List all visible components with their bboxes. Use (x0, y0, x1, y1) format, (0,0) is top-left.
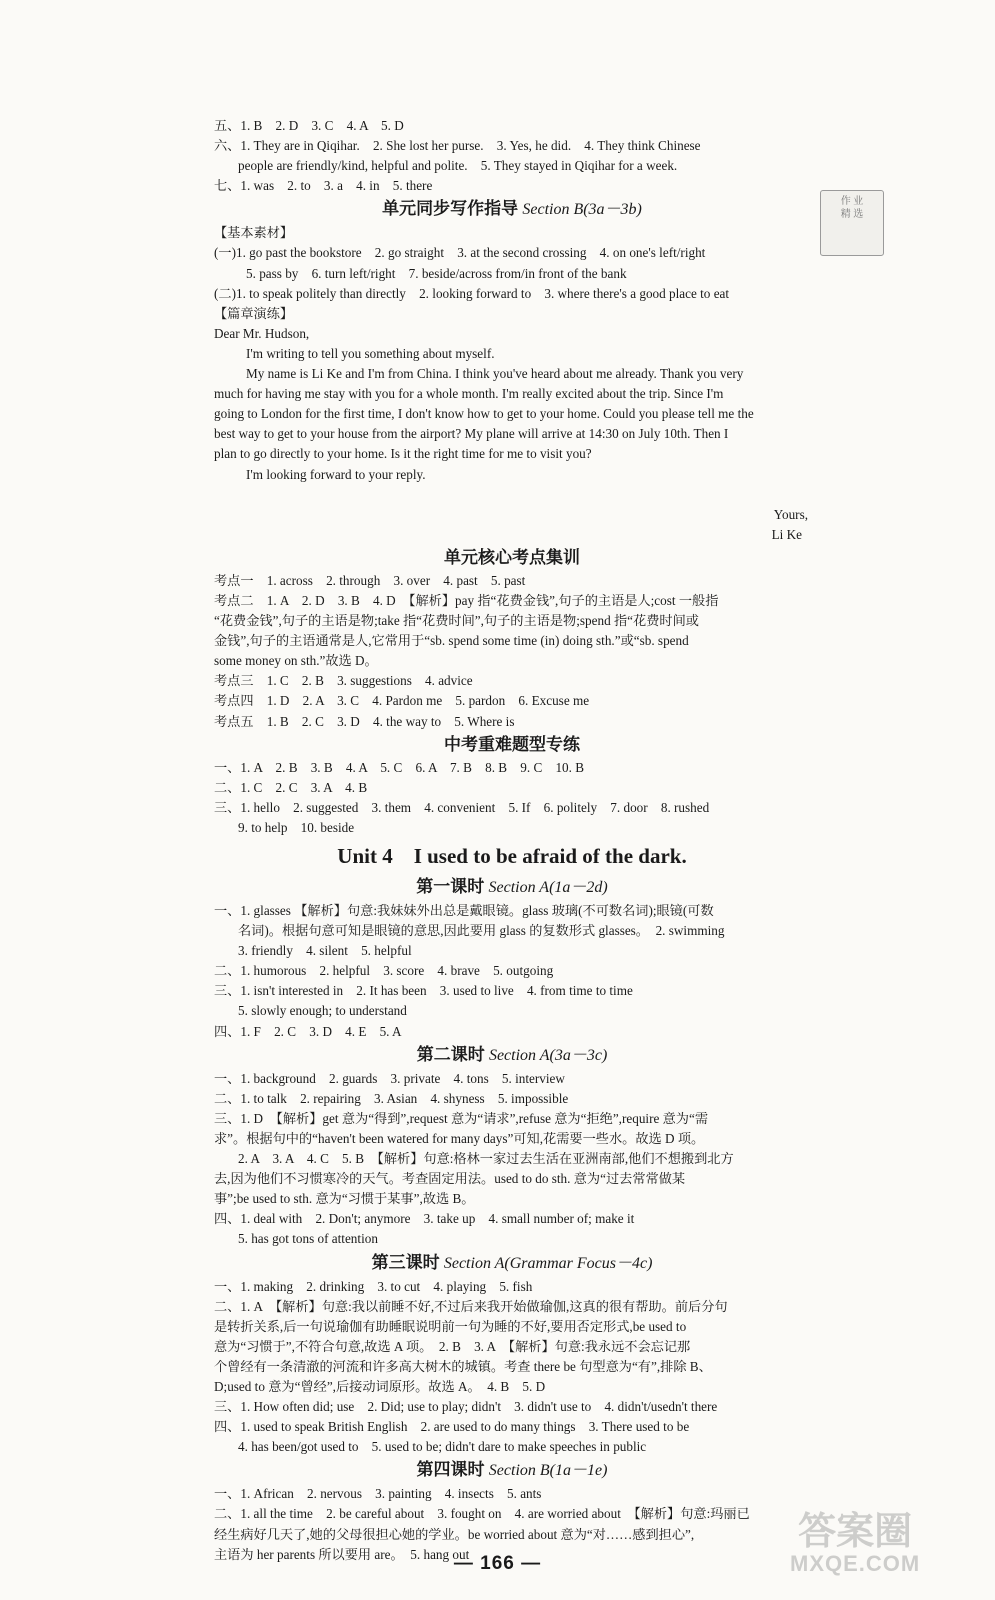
lesson-heading-cn: 第三课时 (371, 1252, 440, 1272)
watermark-top: 答案圈 (798, 1511, 913, 1553)
answer-line: 【基本素材】 (214, 225, 294, 241)
page-number: — 166 — (453, 1553, 542, 1574)
answer-line: 考点二 1. A 2. D 3. B 4. D 【解析】pay 指“花费金钱”,句子的主语是人;cost 一般指 (214, 592, 719, 608)
lesson-heading-en: Section A(Grammar Focus－4c) (443, 1254, 653, 1272)
section-heading-en: Section B(3a－3b) (522, 201, 642, 219)
answer-line: 考点三 1. C 2. B 3. suggestions 4. advice (214, 673, 473, 689)
answer-line: 5. slowly enough; to understand (238, 1003, 407, 1019)
section-heading (214, 732, 810, 758)
answer-line: 2. A 3. A 4. C 5. B 【解析】句意:格林一家过去生活在亚洲南部,他们不想搬到北方 (238, 1151, 734, 1167)
stamp-char: 业 (853, 196, 864, 207)
section-heading-cn: 单元核心考点集训 (444, 547, 580, 567)
letter-closing: Yours, (773, 506, 808, 522)
answer-line: 是转折关系,后一句说瑜伽有助睡眠说明前一句为睡的不好,要用否定形式,be used to (214, 1318, 687, 1334)
answer-line: 名词)。根据句意可知是眼镜的意思,因此要用 glass 的复数形式 glasses。 2. swimming (238, 923, 725, 939)
answer-line: 去,因为他们不习惯寒冷的天气。考查固定用法。used to do sth. 意为“过去常常做某 (214, 1171, 686, 1187)
answer-line: 二、1. all the time 2. be careful about 3. fought on 4. are worried about 【解析】句意:玛丽已 (214, 1506, 750, 1522)
answer-line: “花费金钱”,句子的主语是物;take 指“花费时间”,句子的主语是物;spend 指“花费时间或 (214, 613, 699, 629)
letter-line: I'm looking forward to your reply. (246, 466, 426, 482)
answer-line: 5. pass by 6. turn left/right 7. beside/across from/in front of the bank (246, 265, 627, 281)
stamp-char: 作 (840, 196, 851, 207)
watermark-logo (790, 1512, 920, 1576)
content-column (214, 116, 810, 1565)
answer-line: 四、1. used to speak British English 2. are used to do many things 3. There used to be (214, 1419, 690, 1435)
answer-line: 二、1. A 【解析】句意:我以前睡不好,不过后来我开始做瑜伽,这真的很有帮助。前后分句 (214, 1298, 728, 1314)
answer-line: 求”。根据句中的“haven't been watered for many days”可知,花需要一些水。故选 D 项。 (214, 1130, 705, 1146)
answer-line: 三、1. D 【解析】get 意为“得到”,request 意为“请求”,refuse 意为“拒绝”,require 意为“需 (214, 1110, 709, 1126)
answer-line: D;used to 意为“曾经”,后接动词原形。故选 A。 4. B 5. D (214, 1378, 546, 1394)
lesson-heading (214, 1250, 810, 1277)
letter-line: best way to get to your house from the airport? My plane will arrive at 14:30 on July 10th. Then I (214, 426, 729, 442)
stamp-char: 精 (840, 209, 851, 220)
lesson-heading (214, 874, 810, 901)
corner-stamp (820, 190, 884, 256)
letter-line: plan to go directly to your home. Is it the right time for me to visit you? (214, 446, 592, 462)
answer-line: 一、1. A 2. B 3. B 4. A 5. C 6. A 7. B 8. B 9. C 10. B (214, 759, 585, 775)
answer-line: 事”;be used to sth. 意为“习惯于某事”,故选 B。 (214, 1191, 475, 1207)
answer-line: 一、1. glasses 【解析】句意:我妹妹外出总是戴眼镜。glass 玻璃(不可数名词);眼镜(可数 (214, 903, 714, 918)
unit-title: Unit 4 I used to be afraid of the dark. (337, 844, 687, 868)
answer-line: 七、1. was 2. to 3. a 4. in 5. there (214, 178, 433, 194)
answer-line: 考点一 1. across 2. through 3. over 4. past 5. past (214, 572, 526, 588)
answer-line: 一、1. background 2. guards 3. private 4. tons 5. interview (214, 1070, 565, 1086)
answer-line: 5. has got tons of attention (238, 1231, 378, 1247)
lesson-heading (214, 1042, 810, 1069)
answer-line: 考点五 1. B 2. C 3. D 4. the way to 5. Where is (214, 713, 515, 729)
section-heading (214, 545, 810, 571)
answer-line: 二、1. to talk 2. repairing 3. Asian 4. shyness 5. impossible (214, 1090, 569, 1106)
answer-line: 【篇章演练】 (214, 305, 294, 321)
answer-line: 五、1. B 2. D 3. C 4. A 5. D (214, 118, 404, 133)
letter-salutation: Dear Mr. Hudson, (214, 325, 310, 341)
answer-line: (一)1. go past the bookstore 2. go straight 3. at the second crossing 4. on one's left/right (214, 245, 706, 261)
answer-line: 一、1. African 2. nervous 3. painting 4. insects 5. ants (214, 1486, 542, 1502)
answer-line: 4. has been/got used to 5. used to be; didn't dare to make speeches in public (238, 1439, 647, 1455)
answer-line: 四、1. deal with 2. Don't; anymore 3. take up 4. small number of; make it (214, 1211, 635, 1227)
lesson-heading (214, 1457, 810, 1484)
letter-line: My name is Li Ke and I'm from China. I think you've heard about me already. Thank you very (246, 366, 744, 382)
answer-line: 金钱”,句子的主语通常是人,它常用于“sb. spend some time (in) doing sth.”或“sb. spend (214, 633, 689, 649)
answer-line: 主语为 her parents 所以要用 are。 5. hang out (214, 1546, 470, 1562)
watermark-bottom: MXQE.COM (790, 1551, 921, 1576)
answer-line: 三、1. How often did; use 2. Did; use to play; didn't 3. didn't use to 4. didn't/usedn't there (214, 1399, 718, 1415)
answer-line: 3. friendly 4. silent 5. helpful (238, 943, 412, 959)
answer-line: 二、1. humorous 2. helpful 3. score 4. brave 5. outgoing (214, 963, 554, 979)
lesson-heading-en: Section B(1a－1e) (488, 1462, 608, 1480)
answer-line: 经生病好几天了,她的父母很担心她的学业。be worried about 意为“对……感到担心”, (214, 1526, 695, 1542)
answer-line: people are friendly/kind, helpful and polite. 5. They stayed in Qiqihar for a week. (238, 158, 678, 174)
lesson-heading-en: Section A(1a－2d) (488, 879, 608, 896)
stamp-char: 选 (853, 209, 864, 220)
section-heading (214, 196, 810, 223)
answer-line: (二)1. to speak politely than directly 2. looking forward to 3. where there's a good place to eat (214, 285, 730, 301)
letter-line: I'm writing to tell you something about myself. (246, 345, 495, 361)
answer-line: 四、1. F 2. C 3. D 4. E 5. A (214, 1023, 402, 1039)
answer-line: 三、1. isn't interested in 2. It has been 3. used to live 4. from time to time (214, 983, 633, 999)
answer-line: 六、1. They are in Qiqihar. 2. She lost her purse. 3. Yes, he did. 4. They think Chinese (214, 138, 701, 154)
section-heading-cn: 中考重难题型专练 (444, 734, 580, 754)
answer-line: some money on sth.”故选 D。 (214, 653, 378, 669)
answer-line: 一、1. making 2. drinking 3. to cut 4. playing 5. fish (214, 1278, 533, 1294)
answer-line: 9. to help 10. beside (238, 819, 355, 835)
letter-signature: Li Ke (771, 526, 802, 542)
answer-line: 个曾经有一条清澈的河流和许多高大树木的城镇。考查 there be 句型意为“有”,排除 B、 (214, 1358, 712, 1374)
lesson-heading-en: Section A(3a－3c) (488, 1046, 608, 1064)
answer-line: 意为“习惯于”,不符合句意,故选 A 项。 2. B 3. A 【解析】句意:我永远不会忘记那 (214, 1338, 691, 1354)
section-heading-cn: 单元同步写作指导 (382, 199, 519, 219)
lesson-heading-cn: 第一课时 (416, 877, 485, 896)
answer-line: 考点四 1. D 2. A 3. C 4. Pardon me 5. pardon 6. Excuse me (214, 693, 590, 709)
lesson-heading-cn: 第四课时 (416, 1460, 485, 1480)
letter-line: going to London for the first time, I don't know how to get to your home. Could you please tell me the (214, 406, 754, 422)
lesson-heading-cn: 第二课时 (416, 1044, 485, 1064)
letter-spacer (214, 485, 810, 505)
letter-line: much for having me stay with you for a whole month. I'm really excited about the trip. Since I'm (214, 386, 724, 402)
answer-line: 三、1. hello 2. suggested 3. them 4. convenient 5. If 6. politely 7. door 8. rushed (214, 799, 710, 815)
answer-line: 二、1. C 2. C 3. A 4. B (214, 779, 368, 795)
